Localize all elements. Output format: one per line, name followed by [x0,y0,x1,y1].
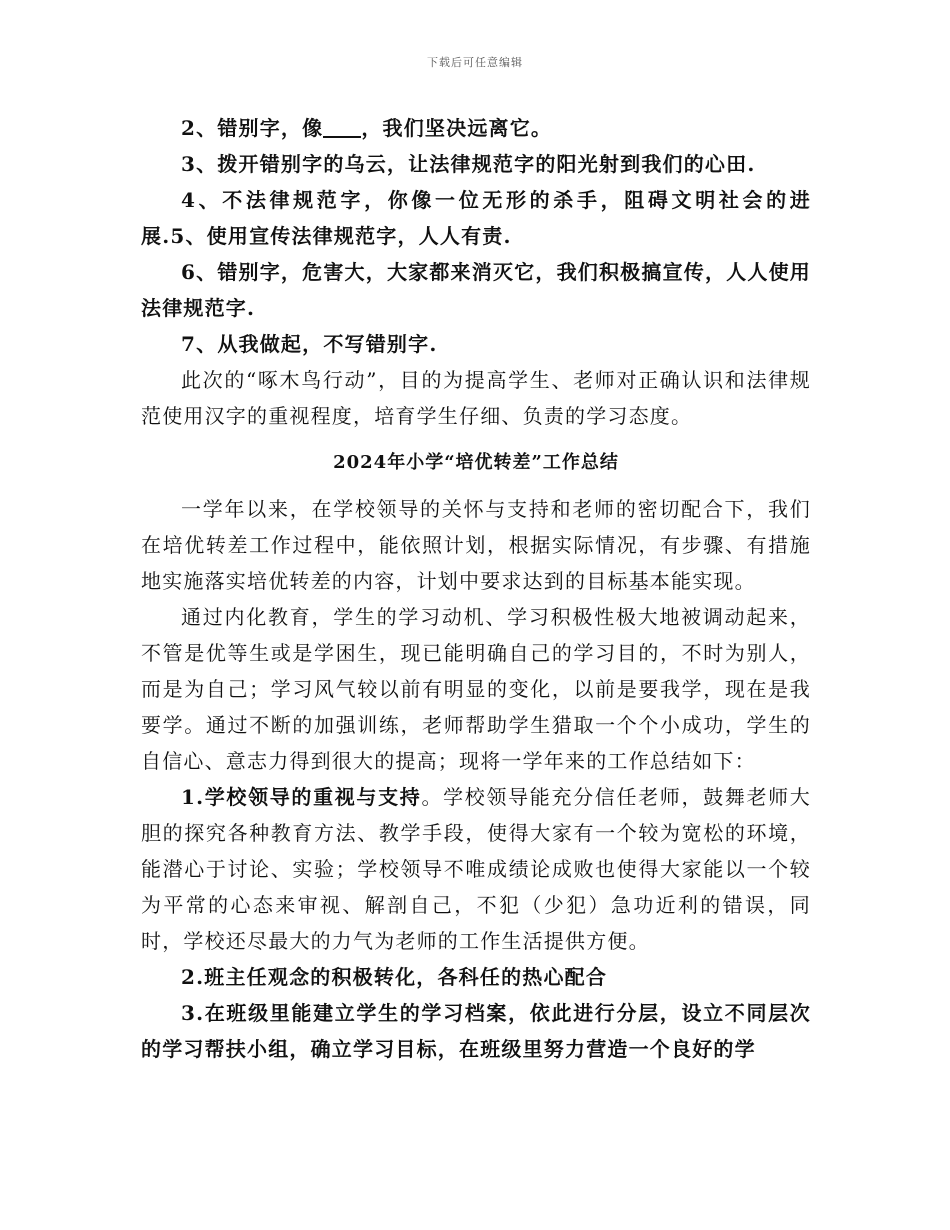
item-1-text: 。学校领导能充分信任老师，鼓舞老师大胆的探究各种教育方法、教学手段，使得大家有一个较为宽松的环境，能潜心于讨论、实验；学校领导不唯成绩论成败也使得大家能以一个较为平常的心态来审视、解剖自己，不犯（少犯）急功近利的错误，同时，学校还尽最大的力气为老师的工作生活提供方便。 [141,785,811,953]
slogan-4-5: 4、不法律规范字，你像一位无形的杀手，阻碍文明社会的进展.5、使用宣传法律规范字，人人有责. [141,188,811,248]
body-item-2: 2.班主任观念的积极转化，各科任的热心配合 [181,965,608,989]
slogan-6: 6、错别字，危害大，大家都来消灭它，我们积极搞宣传，人人使用法律规范字. [141,260,811,320]
slogan-2-after: ，我们坚决远离它。 [361,116,553,140]
slogan-2-before: 2、错别字，像 [181,116,324,140]
slogan-3: 3、拨开错别字的乌云，让法律规范字的阳光射到我们的心田. [181,152,756,176]
document-body [141,110,811,1067]
item-1-heading: 1.学校领导的重视与支持 [181,785,422,809]
closing-paragraph: 此次的“啄木鸟行动”，目的为提高学生、老师对正确认识和法律规范使用汉字的重视程度，培育学生仔细、负责的学习态度。 [141,368,811,428]
fill-blank [323,116,361,138]
slogan-2 [141,110,811,146]
body-item-3: 3.在班级里能建立学生的学习档案，依此进行分层，设立不同层次的学习帮扶小组，确立学习目标，在班级里努力营造一个良好的学 [141,1001,811,1061]
header-note: 下载后可任意编辑 [427,56,523,69]
body-paragraph-2: 通过内化教育，学生的学习动机、学习积极性极大地被调动起来，不管是优等生或是学困生，现已能明确自己的学习目的，不时为别人，而是为自己；学习风气较以前有明显的变化，以前是要我学，现在是我要学。通过不断的加强训练，老师帮助学生猎取一个个小成功，学生的自信心、意志力得到很大的提高；现将一学年来的工作总结如下： [141,605,811,773]
body-paragraph-1: 一学年以来，在学校领导的关怀与支持和老师的密切配合下，我们在培优转差工作过程中，能依照计划，根据实际情况，有步骤、有措施地实施落实培优转差的内容，计划中要求达到的目标基本能实现。 [141,497,811,593]
slogan-7: 7、从我做起，不写错别字. [181,332,438,356]
section-title: 2024年小学“培优转差”工作总结 [333,452,619,473]
body-item-1 [141,779,811,959]
